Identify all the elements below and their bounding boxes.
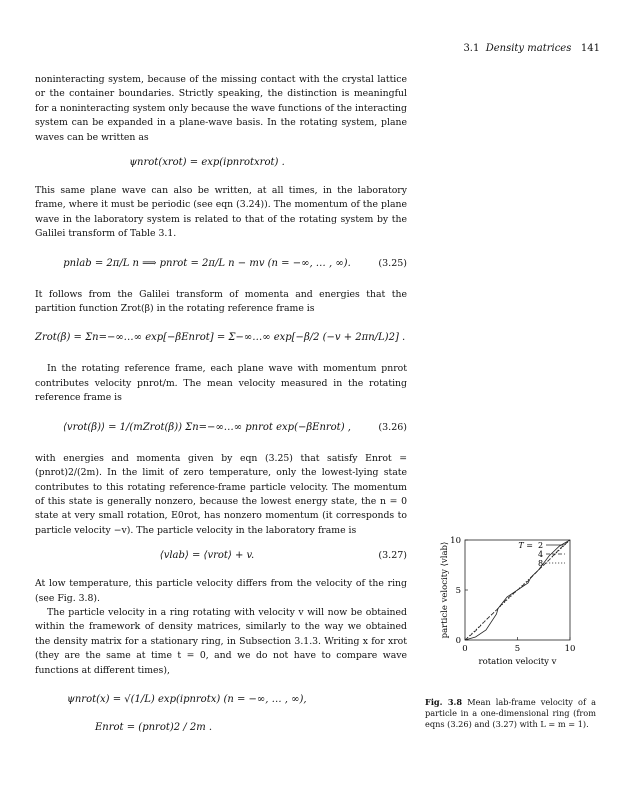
y-tick-label: 10 — [450, 536, 461, 546]
equation-number: (3.25) — [378, 257, 407, 269]
equation-number: (3.26) — [378, 421, 407, 433]
legend-label-T2: 2 — [538, 541, 544, 550]
x-tick-label: 10 — [564, 644, 576, 654]
equation-energy: Enrot = (pnrot)2 / 2m . — [95, 721, 213, 733]
equation-partition-function: Zrot(β) = Σn=−∞…∞ exp[−βEnrot] = Σ−∞…∞ exp[−β/2 (−v + 2πn/L)2] . — [35, 332, 406, 344]
paragraph-5: with energies and momenta given by eqn (3.25) that satisfy Enrot = (pnrot)2/(2m). In the limit of zero temperature, only the lowest-lying state contributes to this rotating reference-frame particle velocity. The momentum of this state is generally nonzero, because the lowest energy state, the n = 0 state at very small rotation, E0rot, has nonzero momentum (it corresponds to particle velocity −v). The particle velocity in the laboratory frame is — [35, 452, 407, 536]
legend-title: T = — [518, 541, 533, 550]
paragraph-6: At low temperature, this particle velocity differs from the velocity of the ring (see Fig. 3.8). — [35, 578, 407, 604]
chapter-title: Density matrices — [485, 43, 572, 54]
figure-caption — [425, 697, 596, 731]
x-axis-label: rotation velocity v — [478, 657, 557, 667]
paragraph-4: In the rotating reference frame, each plane wave with momentum pnrot contributes velocity pnrot/m. The mean velocity measured in the rotating reference frame is — [35, 363, 407, 404]
equation-3-27: ⟨vlab⟩ = ⟨vrot⟩ + v. (3.27) — [35, 546, 407, 568]
paragraph-1: noninteracting system, because of the missing contact with the crystal lattice or the container boundaries. Strictly speaking, the distinction is meaningful for a noninteracting system only because the wave functions of the interacting system can be expanded in a plane-wave basis. In the rotating system, plane waves can be written as — [35, 74, 407, 143]
equation-3-25: pnlab = 2π/L n ⟹ pnrot = 2π/L n − mv (n = −∞, … , ∞). (3.25) — [35, 248, 407, 282]
legend-label-T8: 8 — [538, 559, 544, 568]
paragraph-7: The particle velocity in a ring rotating with velocity v will now be obtained within the framework of density matrices, similarly to the way we obtained the density matrix for a stationary ring, in Subsection 3.1.3. Writing x for xrot (they are the same at time t = 0, and we do not have to compare wave functions at different times), — [35, 606, 407, 676]
section-number: 3.1 — [463, 43, 480, 54]
x-tick-label: 5 — [514, 644, 521, 654]
equation-plane-wave: ψnrot(xrot) = exp(ipnrotxrot) . — [129, 157, 285, 169]
paragraph-2: This same plane wave can also be written, at all times, in the laboratory frame, where it must be periodic (see eqn (3.24)). The momentum of the plane wave in the laboratory system is related to that of the rotating system by the Galilei transform of Table 3.1. — [35, 185, 407, 240]
velocity-chart — [425, 520, 595, 680]
caption-label: Fig. 3.8 — [425, 697, 463, 707]
equation-3-26: ⟨vrot(β)⟩ = 1/(mZrot(β)) Σn=−∞…∞ pnrot exp(−βEnrot) , (3.26) — [35, 412, 407, 446]
figure-3-8 — [425, 520, 595, 680]
y-tick-label: 0 — [455, 636, 461, 646]
series-line-T8 — [465, 540, 570, 640]
main-text — [35, 73, 407, 749]
running-head — [430, 43, 600, 54]
equation-number: (3.27) — [378, 550, 407, 562]
y-tick-label: 5 — [455, 586, 461, 596]
page-number: 141 — [580, 43, 600, 54]
y-axis-label: particle velocity ⟨vlab⟩ — [440, 541, 450, 639]
legend-label-T4: 4 — [538, 550, 544, 559]
equation-wave-function: ψnrot(x) = √(1/L) exp(ipnrotx) (n = −∞, … , ∞), — [67, 693, 307, 705]
caption-text: Mean lab-frame velocity of a particle in a one-dimensional ring (from eqns (3.26) and (3.27) with L = m = 1). — [425, 697, 597, 730]
paragraph-3: It follows from the Galilei transform of momenta and energies that the partition function Zrot(β) in the rotating reference frame is — [35, 288, 407, 315]
x-tick-label: 0 — [462, 644, 468, 654]
